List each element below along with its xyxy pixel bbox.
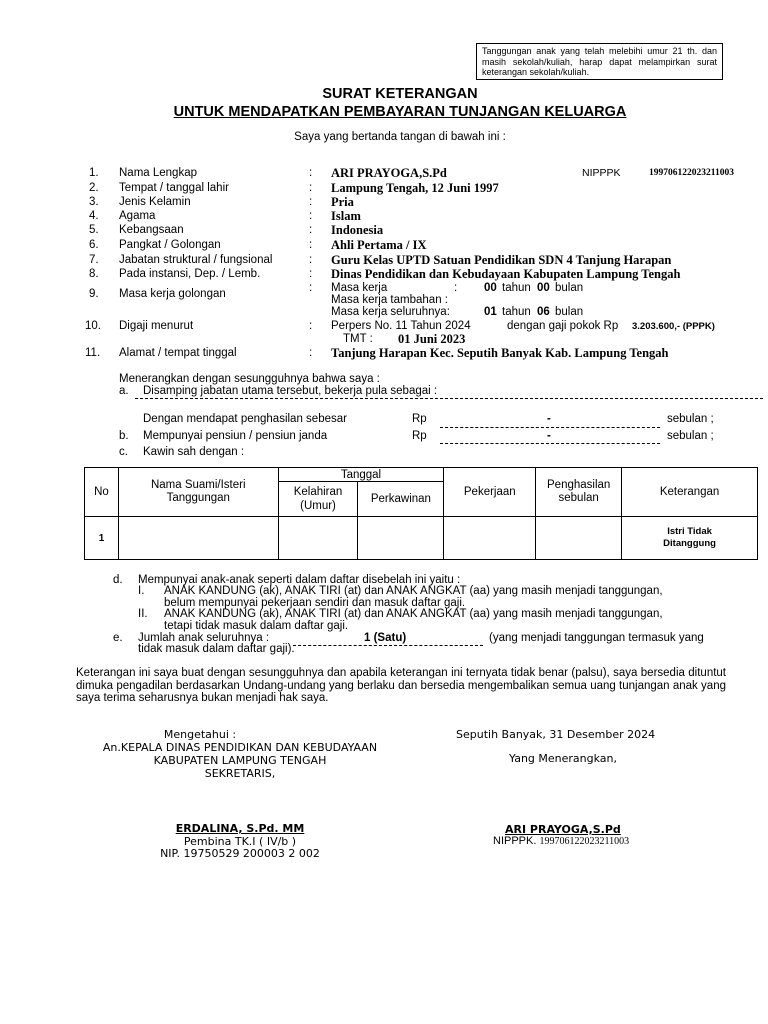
field-label: Jabatan struktural / fungsional	[119, 254, 273, 266]
field-label: Agama	[119, 210, 156, 222]
field-no: 10.	[85, 320, 101, 332]
item-e-tail-cont: tidak masuk dalam daftar gaji).	[138, 643, 295, 655]
field-no: 2.	[89, 182, 99, 194]
field-colon: :	[309, 167, 313, 179]
declarant-nip	[493, 835, 629, 847]
declarant-title: Yang Menerangkan,	[509, 752, 617, 765]
place-date: Seputih Banyak, 31 Desember 2024	[456, 728, 656, 741]
declarant-nip-label: NIPPPK.	[493, 835, 537, 847]
field-colon: :	[309, 347, 313, 359]
official-title-line2: KABUPATEN LAMPUNG TENGAH	[153, 754, 327, 767]
field-colon: :	[309, 320, 313, 332]
masa-kerja-total-tahun: tahun	[502, 306, 531, 318]
field-value-gender: Pria	[331, 195, 354, 209]
field-no: 8.	[89, 268, 99, 280]
field-label: Kebangsaan	[119, 224, 184, 236]
field-no: 7.	[89, 254, 99, 266]
declaration-intro: Menerangkan dengan sesungguhnya bahwa saya :	[119, 373, 380, 385]
field-label: Masa kerja golongan	[119, 288, 226, 300]
field-label: Pangkat / Golongan	[119, 239, 221, 251]
field-value-rank: Ahli Pertama / IX	[331, 238, 427, 252]
declarant-name: ARI PRAYOGA,S.Pd	[505, 823, 621, 836]
field-label: Pada instansi, Dep. / Lemb.	[119, 268, 261, 280]
masa-kerja-total-years: 01	[484, 306, 497, 318]
item-a-income: Dengan mendapat penghasilan sebesar	[143, 413, 347, 425]
row-perkawinan	[358, 517, 444, 560]
field-colon: :	[309, 254, 313, 266]
document-subtitle: UNTUK MENDAPATKAN PEMBAYARAN TUNJANGAN KELUARGA	[173, 104, 627, 120]
field-colon: :	[309, 282, 313, 294]
field-value-agency: Dinas Pendidikan dan Kebudayaan Kabupaten Lampung Tengah	[331, 267, 681, 281]
item-d1-text-cont: belum mempunyai pekerjaan sendiri dan masuk daftar gaji.	[164, 597, 466, 609]
item-d1-text: ANAK KANDUNG (ak), ANAK TIRI (at) dan ANAK ANGKAT (aa) yang masih menjadi tanggungan,	[164, 585, 663, 597]
row-keterangan: Istri Tidak Ditanggung	[622, 517, 758, 560]
field-colon: :	[309, 210, 313, 222]
row-no: 1	[85, 517, 119, 560]
field-no: 6.	[89, 239, 99, 251]
masa-kerja-tahun: tahun	[502, 282, 531, 294]
masa-kerja-bulan: bulan	[555, 282, 584, 294]
item-d-text: Mempunyai anak-anak seperti dalam daftar disebelah ini yaitu :	[138, 574, 461, 586]
spouse-table	[84, 467, 758, 560]
row-pekerjaan	[444, 517, 536, 560]
item-d-letter: d.	[113, 574, 123, 586]
official-title-line3: SEKRETARIS,	[204, 767, 276, 780]
item-b-letter: b.	[119, 430, 129, 442]
header-penghasilan: Penghasilan sebulan	[536, 468, 622, 517]
field-colon: :	[309, 196, 313, 208]
masa-kerja-months: 00	[537, 282, 550, 294]
item-e-text: Jumlah anak seluruhnya :	[138, 632, 270, 644]
sebulan-label: sebulan ;	[667, 430, 714, 442]
item-e-tail: (yang menjadi tanggungan termasuk yang	[489, 632, 704, 644]
field-label: Nama Lengkap	[119, 167, 197, 179]
field-no: 11.	[85, 347, 101, 359]
field-colon: :	[309, 182, 313, 194]
field-value-religion: Islam	[331, 209, 361, 223]
field-label: Jenis Kelamin	[119, 196, 191, 208]
item-d1-no: I.	[138, 585, 145, 597]
left-signature-block	[60, 728, 420, 780]
tmt-value: 01 Juni 2023	[398, 332, 466, 346]
item-d2-text-cont: tetapi tidak masuk dalam daftar gaji.	[164, 620, 349, 632]
salary-base-amount: 3.203.600,- (PPPK)	[632, 321, 715, 332]
header-nama: Nama Suami/Isteri Tanggungan	[118, 468, 278, 517]
salary-base-label: dengan gaji pokok Rp	[507, 320, 619, 332]
field-no: 1.	[89, 167, 99, 179]
masa-kerja-total-bulan: bulan	[555, 306, 584, 318]
signatory-nip: NIP. 19750529 200003 2 002	[160, 847, 320, 860]
masa-kerja-total-months: 06	[537, 306, 550, 318]
field-label: Alamat / tempat tinggal	[119, 347, 237, 359]
field-label: Tempat / tanggal lahir	[119, 182, 229, 194]
rp-label: Rp	[412, 430, 427, 442]
tmt-label: TMT :	[343, 333, 373, 345]
sebulan-label: sebulan ;	[667, 413, 714, 425]
document-title: SURAT KETERANGAN	[322, 86, 478, 102]
field-colon: :	[309, 224, 313, 236]
masa-kerja-years: 00	[484, 282, 497, 294]
statement-paragraph: Keterangan ini saya buat dengan sesungguhnya dan apabila keterangan ini ternyata tidak benar (palsu), saya bersedia dituntut dimuka pengadilan berdasarkan Undang-undang yang berlaku dan bersedia mengembalikan semua uang tunjangan anak yang saya terima seharusnya bukan menjadi hak saya.	[76, 667, 726, 704]
field-label: Digaji menurut	[119, 320, 194, 332]
field-value-birth: Lampung Tengah, 12 Juni 1997	[331, 181, 499, 195]
amount-line	[440, 427, 660, 428]
side-job-line	[135, 398, 763, 399]
acknowledge-label: Mengetahui :	[163, 728, 237, 741]
field-colon: :	[309, 239, 313, 251]
masa-kerja-tambahan: Masa kerja tambahan :	[331, 294, 448, 306]
left-signatory	[60, 823, 420, 861]
header-pekerjaan: Pekerjaan	[444, 468, 536, 517]
row-nama	[118, 517, 278, 560]
field-value-name: ARI PRAYOGA,S.Pd	[331, 166, 447, 180]
nipppk-value: 199706122023211003	[649, 168, 734, 178]
table-row	[85, 517, 758, 560]
masa-kerja-label: Masa kerja	[331, 282, 388, 294]
nipppk-label: NIPPPK	[582, 167, 621, 179]
masa-kerja-seluruhnya: Masa kerja seluruhnya:	[331, 306, 450, 318]
field-no: 3.	[89, 196, 99, 208]
item-d2-no: II.	[138, 608, 148, 620]
row-kelahiran	[278, 517, 358, 560]
pension-value: -	[547, 430, 551, 442]
item-c-letter: c.	[119, 446, 128, 458]
field-no: 9.	[89, 288, 99, 300]
salary-regulation: Perpers No. 11 Tahun 2024	[331, 320, 471, 332]
field-value-position: Guru Kelas UPTD Satuan Pendidikan SDN 4 Tanjung Harapan	[331, 253, 672, 267]
note-box: Tanggungan anak yang telah melebihi umur 21 th. dan masih sekolah/kuliah, harap dapat melampirkan surat keterangan sekolah/kuliah.	[476, 43, 723, 80]
masa-kerja-colon: :	[454, 282, 458, 294]
header-keterangan: Keterangan	[622, 468, 758, 517]
child-count-value: 1 (Satu)	[364, 632, 407, 644]
item-d2-text: ANAK KANDUNG (ak), ANAK TIRI (at) dan ANAK ANGKAT (aa) yang masih menjadi tanggungan,	[164, 608, 663, 620]
amount-line	[440, 443, 660, 444]
header-kelahiran: Kelahiran (Umur)	[278, 482, 358, 517]
item-e-letter: e.	[113, 632, 123, 644]
signatory-name: ERDALINA, S.Pd. MM	[175, 822, 305, 835]
field-no: 4.	[89, 210, 99, 222]
header-no: No	[85, 468, 119, 517]
row-penghasilan	[536, 517, 622, 560]
header-perkawinan: Perkawinan	[358, 482, 444, 517]
signatory-rank: Pembina TK.I ( IV/b )	[183, 834, 297, 848]
field-colon: :	[309, 268, 313, 280]
income-value: -	[547, 413, 551, 425]
item-b-text: Mempunyai pensiun / pensiun janda	[143, 430, 328, 442]
intro-text: Saya yang bertanda tangan di bawah ini :	[294, 131, 506, 143]
header-tanggal: Tanggal	[278, 468, 444, 482]
item-a-text: Disamping jabatan utama tersebut, bekerja pula sebagai :	[143, 385, 438, 397]
official-title-line1: An.KEPALA DINAS PENDIDIKAN DAN KEBUDAYAAN	[102, 741, 378, 754]
item-c-text: Kawin sah dengan :	[143, 446, 245, 458]
rp-label: Rp	[412, 413, 427, 425]
declarant-nip-value: 199706122023211003	[539, 836, 630, 847]
child-count-line	[293, 645, 483, 646]
field-value-nationality: Indonesia	[331, 223, 384, 237]
field-no: 5.	[89, 224, 99, 236]
item-a-letter: a.	[119, 385, 129, 397]
field-value-address: Tanjung Harapan Kec. Seputih Banyak Kab. Lampung Tengah	[331, 346, 669, 360]
